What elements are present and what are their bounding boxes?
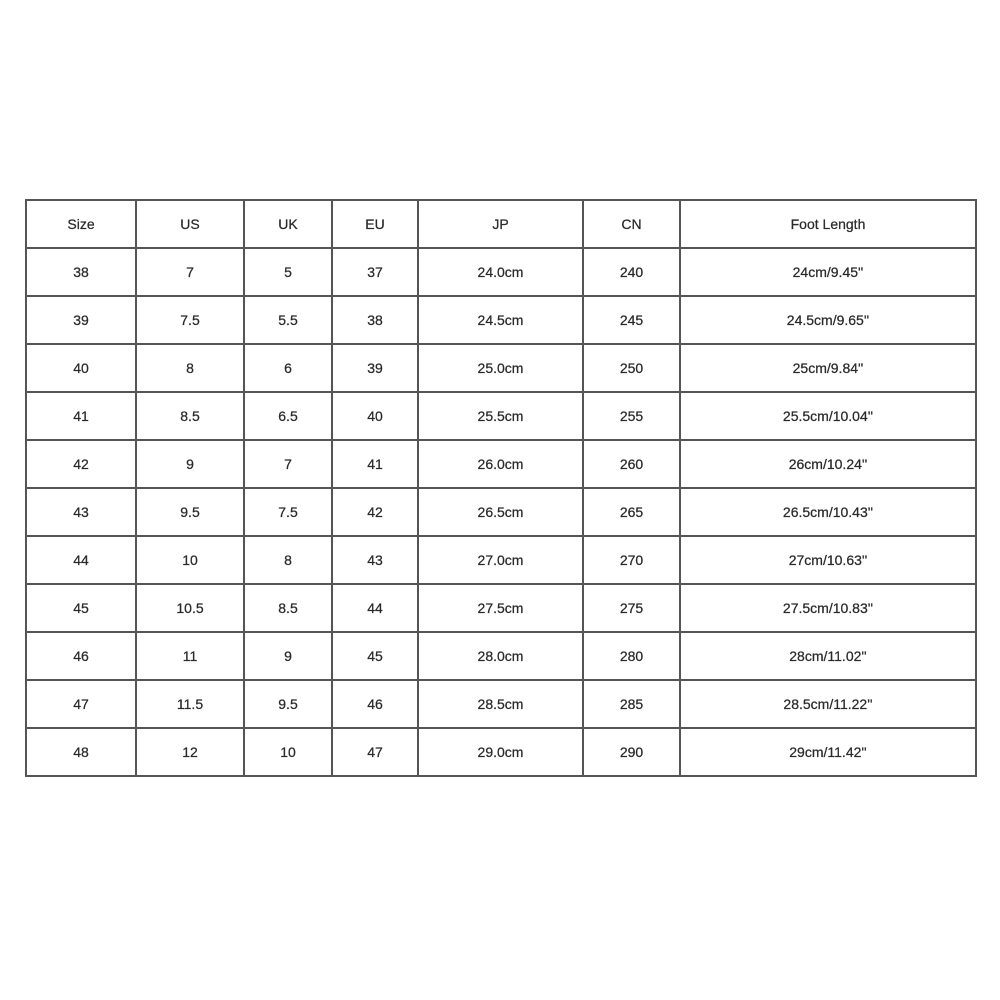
cell-us: 11.5 <box>136 680 244 728</box>
cell-uk: 9 <box>244 632 332 680</box>
cell-us: 8.5 <box>136 392 244 440</box>
cell-us: 9.5 <box>136 488 244 536</box>
cell-cn: 275 <box>583 584 680 632</box>
cell-us: 11 <box>136 632 244 680</box>
cell-us: 7 <box>136 248 244 296</box>
cell-uk: 7 <box>244 440 332 488</box>
cell-size: 40 <box>26 344 136 392</box>
header-size: Size <box>26 200 136 248</box>
cell-eu: 40 <box>332 392 418 440</box>
cell-cn: 290 <box>583 728 680 776</box>
cell-jp: 26.5cm <box>418 488 583 536</box>
cell-size: 41 <box>26 392 136 440</box>
cell-us: 7.5 <box>136 296 244 344</box>
cell-uk: 6 <box>244 344 332 392</box>
cell-foot-length: 24cm/9.45'' <box>680 248 976 296</box>
cell-cn: 260 <box>583 440 680 488</box>
cell-uk: 8.5 <box>244 584 332 632</box>
header-eu: EU <box>332 200 418 248</box>
cell-cn: 270 <box>583 536 680 584</box>
cell-cn: 245 <box>583 296 680 344</box>
table-row <box>26 248 976 296</box>
header-uk: UK <box>244 200 332 248</box>
cell-eu: 45 <box>332 632 418 680</box>
cell-foot-length: 29cm/11.42'' <box>680 728 976 776</box>
cell-jp: 27.5cm <box>418 584 583 632</box>
cell-jp: 29.0cm <box>418 728 583 776</box>
cell-us: 10 <box>136 536 244 584</box>
header-foot-length: Foot Length <box>680 200 976 248</box>
cell-jp: 27.0cm <box>418 536 583 584</box>
cell-size: 48 <box>26 728 136 776</box>
table-row <box>26 584 976 632</box>
cell-foot-length: 25cm/9.84'' <box>680 344 976 392</box>
cell-us: 8 <box>136 344 244 392</box>
cell-us: 9 <box>136 440 244 488</box>
table-row <box>26 632 976 680</box>
cell-cn: 280 <box>583 632 680 680</box>
cell-size: 43 <box>26 488 136 536</box>
header-jp: JP <box>418 200 583 248</box>
cell-eu: 44 <box>332 584 418 632</box>
table-row <box>26 296 976 344</box>
cell-foot-length: 25.5cm/10.04'' <box>680 392 976 440</box>
cell-cn: 265 <box>583 488 680 536</box>
header-cn: CN <box>583 200 680 248</box>
cell-jp: 24.5cm <box>418 296 583 344</box>
cell-jp: 25.5cm <box>418 392 583 440</box>
header-row <box>26 200 976 248</box>
cell-jp: 28.0cm <box>418 632 583 680</box>
cell-size: 39 <box>26 296 136 344</box>
cell-us: 12 <box>136 728 244 776</box>
cell-us: 10.5 <box>136 584 244 632</box>
table-row <box>26 392 976 440</box>
cell-size: 38 <box>26 248 136 296</box>
cell-jp: 25.0cm <box>418 344 583 392</box>
cell-foot-length: 28cm/11.02'' <box>680 632 976 680</box>
cell-size: 46 <box>26 632 136 680</box>
cell-foot-length: 26.5cm/10.43'' <box>680 488 976 536</box>
cell-foot-length: 24.5cm/9.65'' <box>680 296 976 344</box>
cell-cn: 285 <box>583 680 680 728</box>
cell-foot-length: 27.5cm/10.83'' <box>680 584 976 632</box>
table-row <box>26 680 976 728</box>
cell-foot-length: 28.5cm/11.22'' <box>680 680 976 728</box>
cell-uk: 8 <box>244 536 332 584</box>
cell-jp: 28.5cm <box>418 680 583 728</box>
table-row <box>26 488 976 536</box>
cell-foot-length: 26cm/10.24'' <box>680 440 976 488</box>
cell-eu: 41 <box>332 440 418 488</box>
cell-eu: 37 <box>332 248 418 296</box>
cell-cn: 240 <box>583 248 680 296</box>
cell-uk: 5.5 <box>244 296 332 344</box>
cell-size: 47 <box>26 680 136 728</box>
cell-eu: 46 <box>332 680 418 728</box>
table-row <box>26 536 976 584</box>
cell-size: 44 <box>26 536 136 584</box>
table-row <box>26 440 976 488</box>
cell-eu: 39 <box>332 344 418 392</box>
cell-uk: 10 <box>244 728 332 776</box>
cell-eu: 47 <box>332 728 418 776</box>
cell-eu: 42 <box>332 488 418 536</box>
cell-uk: 5 <box>244 248 332 296</box>
cell-size: 42 <box>26 440 136 488</box>
cell-eu: 38 <box>332 296 418 344</box>
table-row <box>26 728 976 776</box>
table-row <box>26 344 976 392</box>
cell-uk: 6.5 <box>244 392 332 440</box>
cell-size: 45 <box>26 584 136 632</box>
cell-foot-length: 27cm/10.63'' <box>680 536 976 584</box>
cell-cn: 255 <box>583 392 680 440</box>
header-us: US <box>136 200 244 248</box>
size-chart-table <box>25 199 977 777</box>
cell-jp: 24.0cm <box>418 248 583 296</box>
cell-jp: 26.0cm <box>418 440 583 488</box>
cell-uk: 7.5 <box>244 488 332 536</box>
cell-uk: 9.5 <box>244 680 332 728</box>
cell-eu: 43 <box>332 536 418 584</box>
cell-cn: 250 <box>583 344 680 392</box>
